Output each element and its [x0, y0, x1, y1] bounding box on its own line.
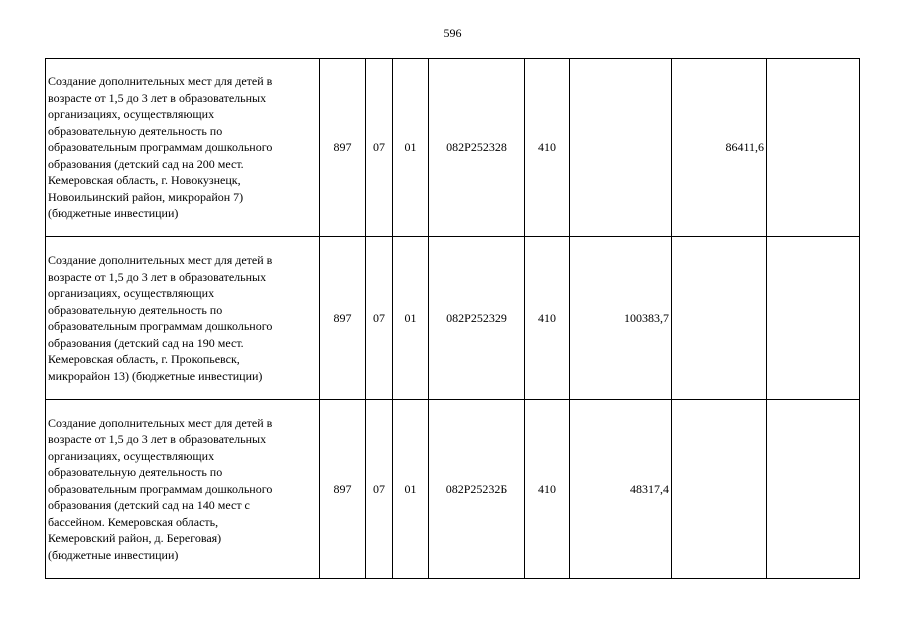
section-code: 07 [366, 400, 393, 579]
amount-col-2 [672, 237, 767, 400]
target-article-code: 082P252329 [429, 237, 525, 400]
table-row [46, 59, 860, 237]
section-code: 07 [366, 59, 393, 237]
expense-type-code: 410 [525, 59, 570, 237]
ministry-code: 897 [320, 400, 366, 579]
amount-col-1 [570, 59, 672, 237]
expense-type-code: 410 [525, 400, 570, 579]
section-code: 07 [366, 237, 393, 400]
amount-col-1: 100383,7 [570, 237, 672, 400]
amount-col-3 [767, 237, 860, 400]
row-description: Создание дополнительных мест для детей в возрасте от 1,5 до 3 лет в образовательных организациях, осуществляющих образовательную деятельность по образовательным программам дошкольного образования (детский сад на 190 мест. Кемеровская область, г. Прокопьевск, микрорайон 13) (бюджетные инвестиции) [46, 237, 320, 400]
table-row [46, 400, 860, 579]
page-number: 596 [443, 26, 462, 40]
table-row [46, 237, 860, 400]
amount-col-1: 48317,4 [570, 400, 672, 579]
subsection-code: 01 [393, 400, 429, 579]
amount-col-2 [672, 400, 767, 579]
amount-col-3 [767, 400, 860, 579]
row-description: Создание дополнительных мест для детей в возрасте от 1,5 до 3 лет в образовательных организациях, осуществляющих образовательную деятельность по образовательным программам дошкольного образования (детский сад на 200 мест. Кемеровская область, г. Новокузнецк, Новоильинский район, микрорайон 7) (бюджетные инвестиции) [46, 59, 320, 237]
subsection-code: 01 [393, 237, 429, 400]
ministry-code: 897 [320, 237, 366, 400]
target-article-code: 082P25232Б [429, 400, 525, 579]
target-article-code: 082P252328 [429, 59, 525, 237]
subsection-code: 01 [393, 59, 429, 237]
amount-col-2: 86411,6 [672, 59, 767, 237]
ministry-code: 897 [320, 59, 366, 237]
expense-type-code: 410 [525, 237, 570, 400]
row-description: Создание дополнительных мест для детей в возрасте от 1,5 до 3 лет в образовательных организациях, осуществляющих образовательную деятельность по образовательным программам дошкольного образования (детский сад на 140 мест с бассейном. Кемеровская область, Кемеровский район, д. Береговая) (бюджетные инвестиции) [46, 400, 320, 579]
budget-table [45, 58, 860, 579]
amount-col-3 [767, 59, 860, 237]
